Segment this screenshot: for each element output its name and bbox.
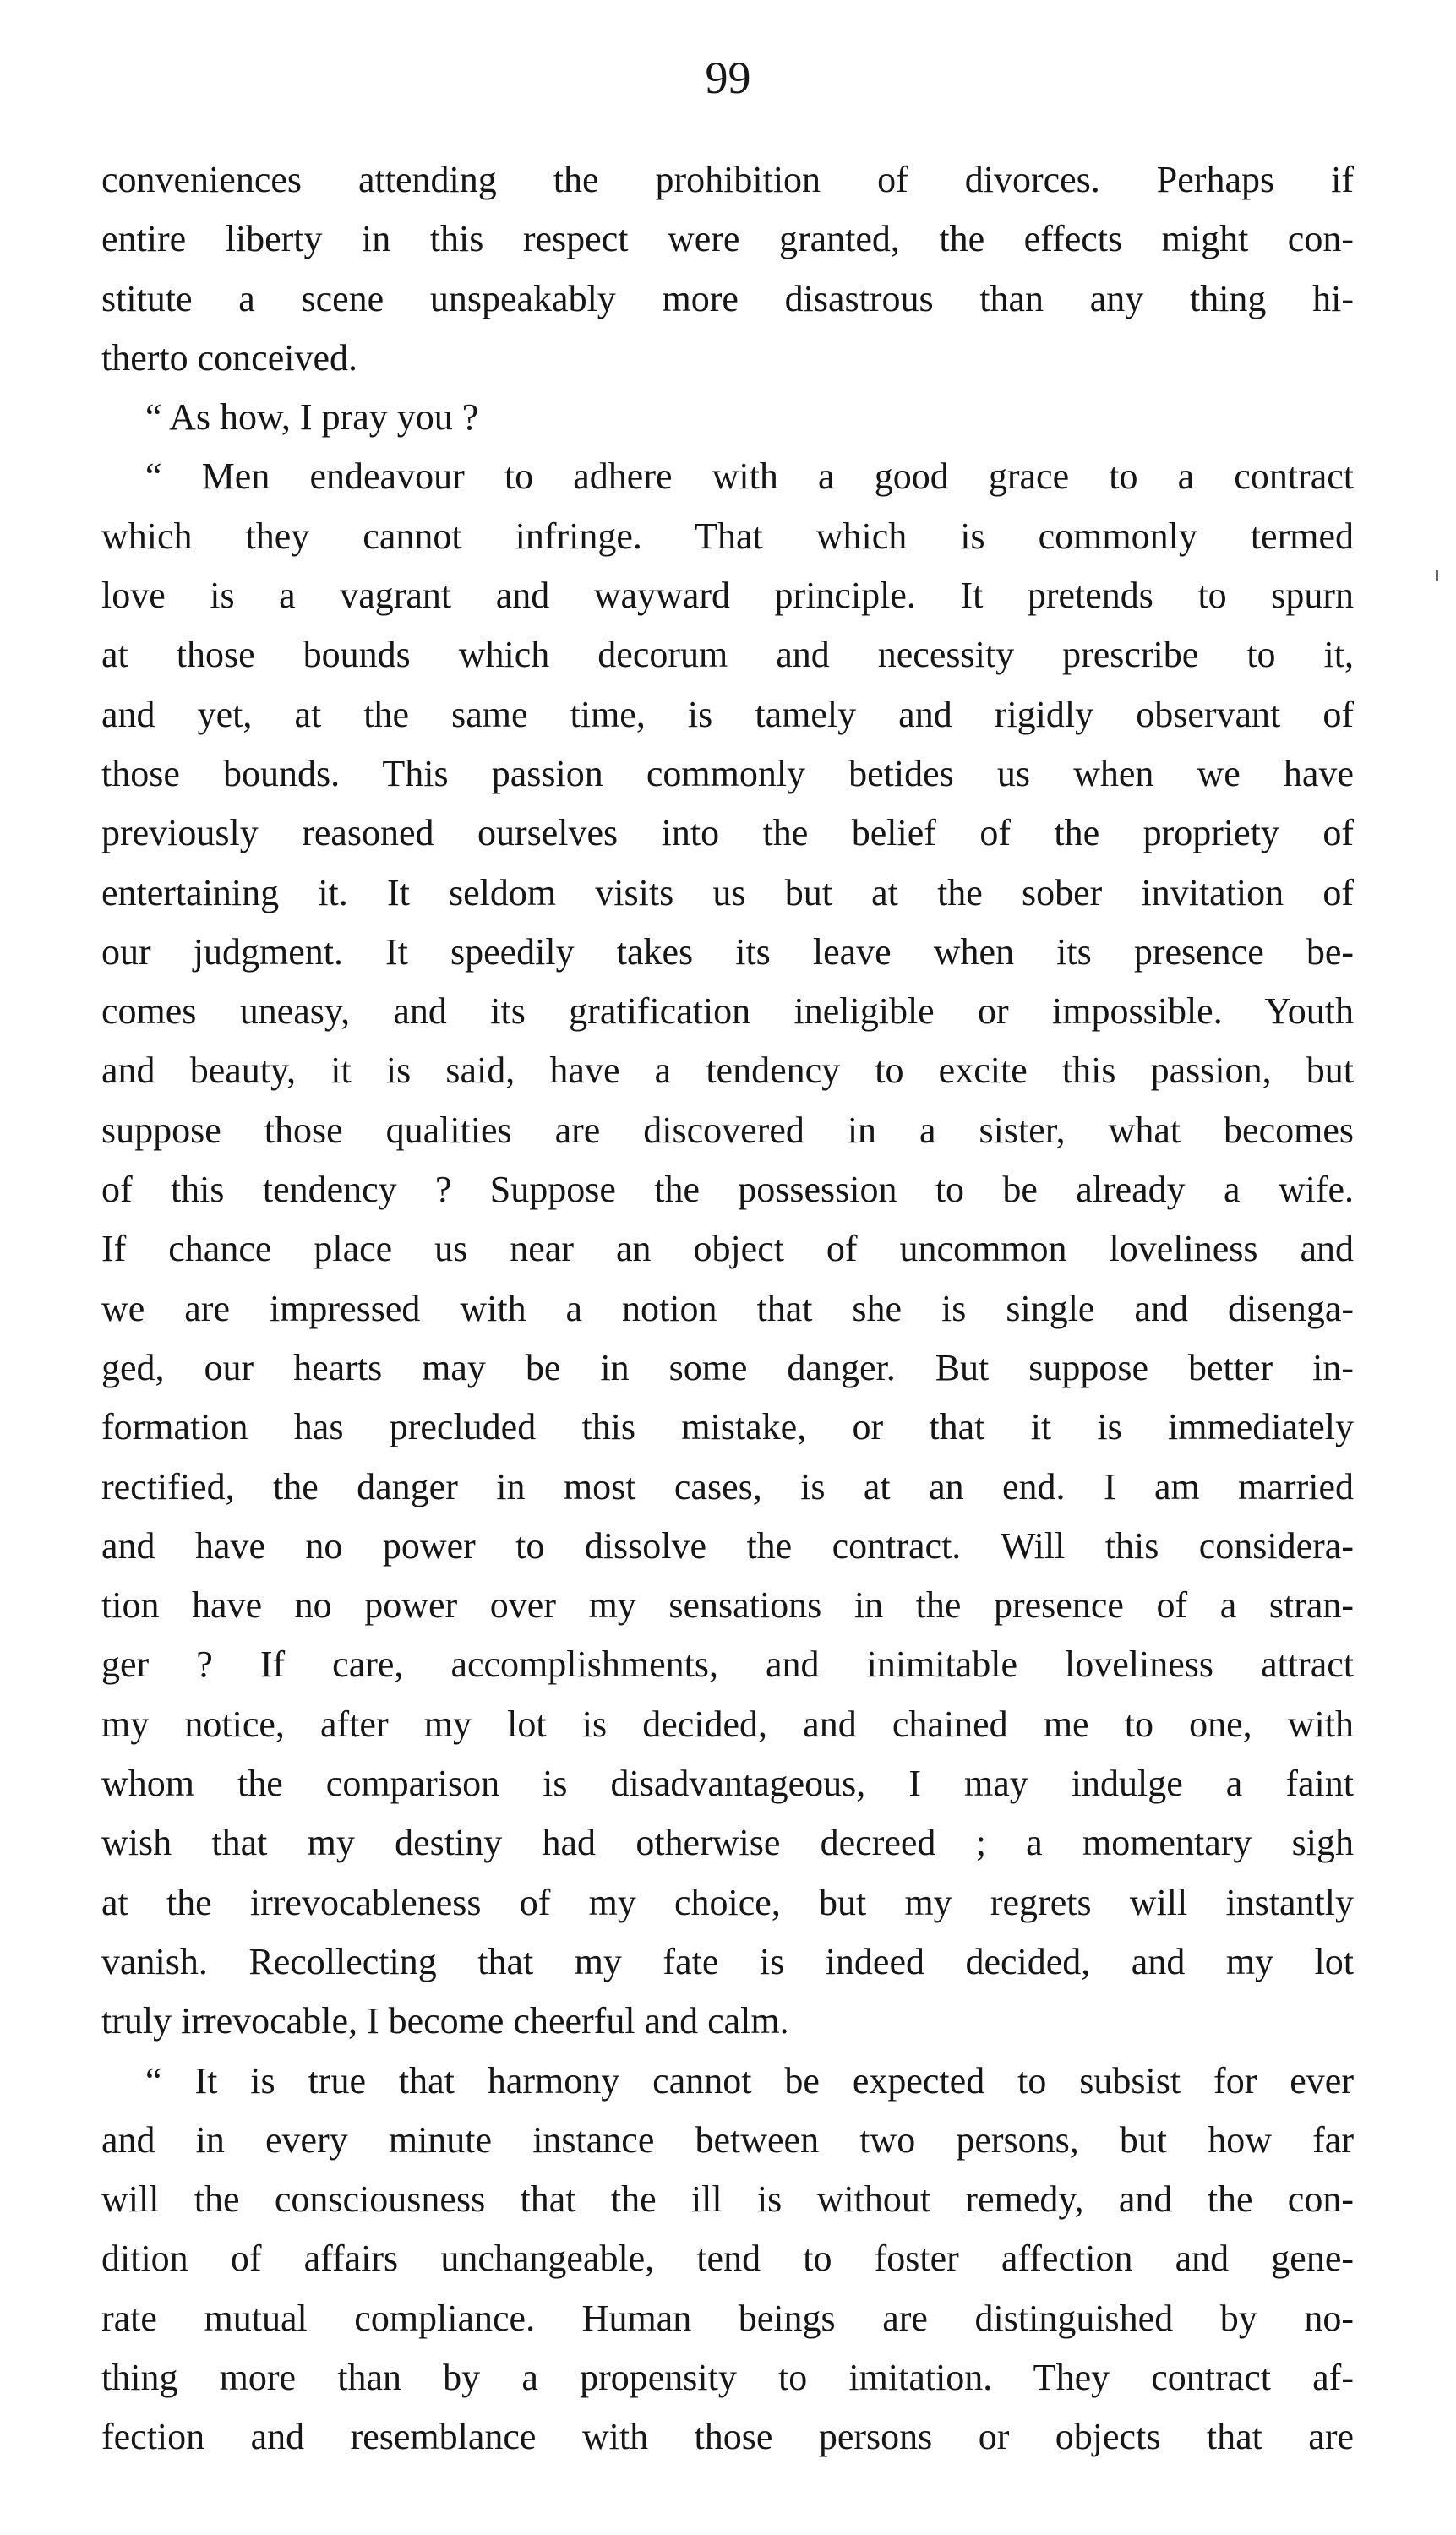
text-line: thing more than by a propensity to imitation. They contract af- bbox=[101, 2356, 1354, 2398]
text-line: we are impressed with a notion that she is single and disenga- bbox=[101, 1287, 1354, 1329]
text-line: and beauty, it is said, have a tendency to excite this passion, but bbox=[101, 1049, 1354, 1092]
body-text bbox=[101, 150, 1354, 2467]
text-line: dition of affairs unchangeable, tend to foster affection and gene- bbox=[101, 2238, 1354, 2280]
text-line: “ As how, I pray you ? bbox=[145, 396, 479, 439]
text-line: stitute a scene unspeakably more disastrous than any thing hi- bbox=[101, 277, 1354, 319]
text-line: my notice, after my lot is decided, and chained me to one, with bbox=[101, 1703, 1354, 1745]
text-line: and in every minute instance between two persons, but how far bbox=[101, 2118, 1354, 2161]
text-line: fection and resemblance with those persons or objects that are bbox=[101, 2416, 1354, 2458]
text-line: those bounds. This passion commonly betides us when we have bbox=[101, 752, 1354, 794]
page-number: 99 bbox=[705, 52, 751, 103]
text-line: “ It is true that harmony cannot be expected to subsist for ever bbox=[145, 2059, 1354, 2102]
text-line: rectified, the danger in most cases, is at an end. I am married bbox=[101, 1465, 1354, 1507]
text-line: at those bounds which decorum and necessity prescribe to it, bbox=[101, 634, 1354, 676]
text-line: wish that my destiny had otherwise decreed ; a momentary sigh bbox=[101, 1822, 1354, 1864]
text-line: If chance place us near an object of uncommon loveliness and bbox=[101, 1228, 1354, 1270]
text-line: will the consciousness that the ill is without remedy, and the con- bbox=[101, 2178, 1354, 2221]
text-line: entertaining it. It seldom visits us but at the sober invitation of bbox=[101, 871, 1354, 913]
text-line: at the irrevocableness of my choice, but my regrets will instantly bbox=[101, 1881, 1354, 1923]
margin-mark bbox=[1436, 570, 1438, 581]
text-line: ged, our hearts may be in some danger. But suppose better in- bbox=[101, 1346, 1354, 1388]
text-line: our judgment. It speedily takes its leave when its presence be- bbox=[101, 930, 1354, 973]
text-line: ger ? If care, accomplishments, and inimitable loveliness attract bbox=[101, 1644, 1354, 1686]
text-line: comes uneasy, and its gratification ineligible or impossible. Youth bbox=[101, 990, 1354, 1033]
text-line: tion have no power over my sensations in the presence of a stran- bbox=[101, 1584, 1354, 1627]
text-line: “ Men endeavour to adhere with a good grace to a contract bbox=[145, 455, 1354, 498]
text-line: and yet, at the same time, is tamely and rigidly observant of bbox=[101, 693, 1354, 735]
text-line: conveniences attending the prohibition of divorces. Perhaps if bbox=[101, 159, 1354, 200]
text-line: therto conceived. bbox=[101, 336, 357, 379]
text-line: vanish. Recollecting that my fate is indeed decided, and my lot bbox=[101, 1940, 1354, 1982]
text-line: which they cannot infringe. That which is commonly termed bbox=[101, 515, 1354, 557]
text-line: truly irrevocable, I become cheerful and calm. bbox=[101, 2000, 789, 2042]
text-line: of this tendency ? Suppose the possession to be already a wife. bbox=[101, 1169, 1354, 1211]
text-line: rate mutual compliance. Human beings are distinguished by no- bbox=[101, 2297, 1354, 2339]
text-line: formation has precluded this mistake, or that it is immediately bbox=[101, 1406, 1354, 1448]
text-line: entire liberty in this respect were granted, the effects might con- bbox=[101, 218, 1354, 260]
text-line: love is a vagrant and wayward principle. It pretends to spurn bbox=[101, 575, 1354, 617]
text-line: suppose those qualities are discovered in a sister, what becomes bbox=[101, 1109, 1354, 1151]
text-line: previously reasoned ourselves into the belief of the propriety of bbox=[101, 812, 1354, 854]
text-line: whom the comparison is disadvantageous, I may indulge a faint bbox=[101, 1763, 1354, 1805]
text-line: and have no power to dissolve the contract. Will this considera- bbox=[101, 1524, 1354, 1567]
